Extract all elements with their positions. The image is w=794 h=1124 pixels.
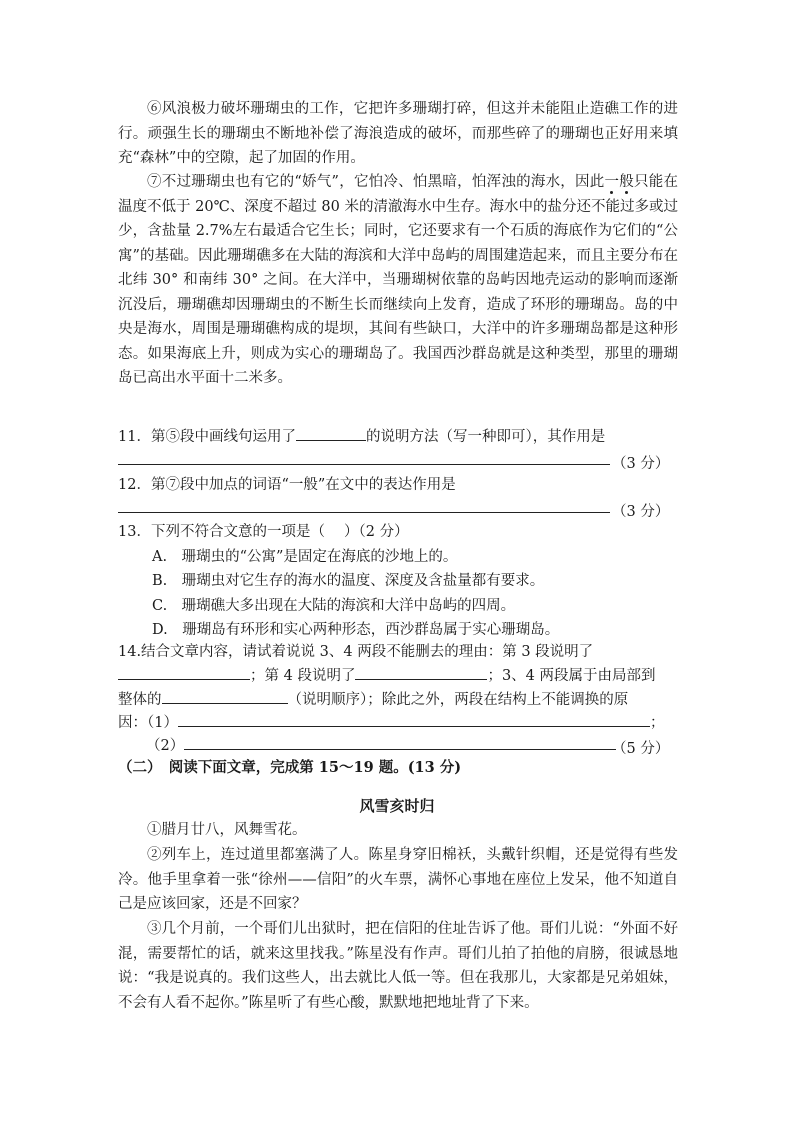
paragraph-6: ⑥风浪极力破坏珊瑚虫的工作，它把许多珊瑚打碎，但这并未能阻止造礁工作的进行。顽强生长的珊瑚虫不断地补偿了海浪造成的破坏，而那些碎了的珊瑚也正好用来填充“森林”中的空隙，起了加固的作用。: [118, 101, 678, 166]
question-14-text-3a: 整体的: [118, 692, 162, 708]
question-14-line-2: [118, 664, 656, 688]
article-title: 风雪亥时归: [359, 797, 435, 815]
answer-blank-11a[interactable]: [296, 425, 366, 441]
emphasis-dot-char-1: 一: [604, 174, 620, 190]
answer-blank-14d[interactable]: [178, 711, 650, 727]
emphasis-dot-char-2: 般: [619, 174, 635, 190]
option-d[interactable]: D. 珊瑚岛有环形和实心两种形态，西沙群岛属于实心珊瑚岛。: [152, 622, 560, 638]
question-14-text-2b: ；3、4 两段属于由局部到: [487, 668, 656, 684]
option-c[interactable]: C. 珊瑚礁大多出现在大陆的海滨和大洋中岛屿的四周。: [152, 598, 516, 614]
question-14-line-4: [118, 711, 664, 735]
question-14-line-1: 14.结合文章内容，请试着说说 3、4 两段不能删去的理由：第 3 段说明了: [118, 644, 594, 660]
section-2-paragraph-3: ③几个月前，一个哥们儿出狱时，把在信阳的住址告诉了他。哥们儿说：“外面不好混，需要帮忙的话，就来这里找我。”陈星没有作声。哥们儿拍了拍他的肩膀，很诚恳地说：“我是说真的。我们这些人，出去就比人低一等。但在我那儿，大家都是兄弟姐妹，不会有人看不起你。”陈星听了有些心酸，默默地把地址背了下来。: [118, 921, 678, 1011]
section-2-heading: （二） 阅读下面文章，完成第 15～19 题。(13 分): [118, 759, 462, 776]
question-14-text-5a: （2）: [146, 738, 185, 754]
question-13: 13．下列不符合文意的一项是（ ）（2 分）: [118, 524, 409, 540]
section-2-paragraph-1: ①腊月廿八，风舞雪花。: [147, 822, 307, 838]
question-14-line-5: [146, 734, 616, 758]
answer-blank-12[interactable]: [118, 497, 610, 513]
answer-blank-14e[interactable]: [184, 734, 616, 750]
question-11-text-b: 的说明方法（写一种即可），其作用是: [365, 429, 606, 445]
question-12-score: （3 分）: [612, 504, 670, 520]
question-14-text-4a: 因：（1）: [118, 715, 178, 731]
question-11-score: （3 分）: [612, 456, 670, 472]
section-2-paragraph-2: ②列车上，连过道里都塞满了人。陈星身穿旧棉袄，头戴针织帽，还是觉得有些发冷。他手里拿着一张“徐州——信阳”的火车票，满怀心事地在座位上发呆，他不知道自己是应该回家，还是不回家？: [118, 847, 678, 912]
question-14-text-3b: （说明顺序）；除此之外，两段在结构上不能调换的原: [287, 692, 629, 708]
question-14-score: （5 分）: [612, 741, 670, 757]
answer-blank-11b[interactable]: [118, 449, 610, 465]
paragraph-7: [118, 170, 678, 391]
question-11: [118, 425, 605, 449]
question-11-text-a: 11．第⑤段中画线句运用了: [118, 429, 296, 445]
answer-blank-14c[interactable]: [162, 688, 288, 704]
answer-blank-14b[interactable]: [355, 664, 487, 680]
question-12: 12．第⑦段中加点的词语“一般”在文中的表达作用是: [118, 477, 456, 493]
question-11-answer-line: [118, 449, 610, 473]
paragraph-7-start: ⑦不过珊瑚虫也有它的“娇气”，它怕冷、怕黑暗，怕浑浊的海水，因此: [147, 174, 605, 190]
question-14-text-2a: ；第 4 段说明了: [250, 668, 356, 684]
paragraph-7-rest: 只能在温度不低于 20℃、深度不超过 80 米的清澈海水中生存。海水中的盐分还不能过多或过少，含盐量 2.7%左右最适合它生长；同时，它还要求有一个石质的海底作为它们的“公寓”的基础。因此珊瑚礁多在大陆的海滨和大洋中岛屿的周围建造起来，而且主要分布在北纬 30° 和南纬 30° 之间。在大洋中，当珊瑚树依靠的岛屿因地壳运动的影响而逐渐沉没后，珊瑚礁却因珊瑚虫的不断生长而继续向上发育，造成了环形的珊瑚岛。岛的中央是海水，周围是珊瑚礁构成的堤坝，其间有些缺口，大洋中的许多珊瑚岛都是这种形态。如果海底上升，则成为实心的珊瑚岛了。我国西沙群岛就是这种类型，那里的珊瑚岛已高出水平面十二米多。: [118, 174, 679, 386]
option-a[interactable]: A. 珊瑚虫的“公寓”是固定在海底的沙地上的。: [152, 549, 458, 565]
answer-blank-14a[interactable]: [118, 664, 250, 680]
question-14-text-4b: ；: [649, 715, 665, 731]
question-12-answer-line: [118, 497, 610, 521]
option-b[interactable]: B. 珊瑚虫对它生存的海水的温度、深度及含盐量都有要求。: [152, 573, 545, 589]
question-14-line-3: [118, 688, 628, 712]
